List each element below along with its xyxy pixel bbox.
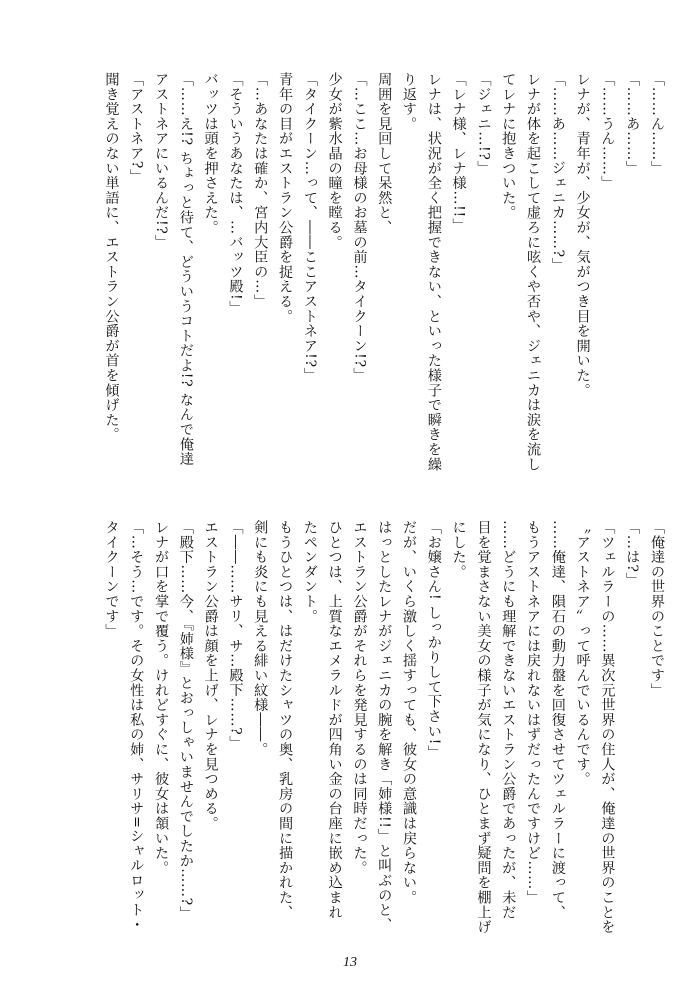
text-line: ひとつは、上質なエメラルドが四角い金の台座に嵌め込まれ: [326, 520, 343, 920]
text-line: 「……え!? ちょっと待て、どういうコトだよ!? なんで俺達: [177, 72, 194, 467]
text-line: 「…ここ…お母様のお墓の前…タイクーン!?」: [351, 72, 368, 383]
text-line: たペンダント。: [301, 520, 318, 624]
text-line: 青年の目がエストラン公爵を捉える。: [277, 72, 294, 324]
text-line: 「タイクーン…って、――ここアストネア!?」: [301, 72, 318, 383]
text-line: 「……あ……ジェニカ……?」: [549, 72, 566, 273]
text-line: てレナに抱きついた。: [500, 72, 517, 220]
text-line: 「レナ様、レナ様…!!」: [450, 72, 467, 233]
text-line: 「俺達の世界のことです」: [649, 520, 665, 698]
text-line: だが、いくら激しく揺すっても、彼女の意識は戻らない。: [401, 520, 418, 905]
text-line: 「ジェニ…!?」: [475, 72, 492, 176]
text-line: タイクーンです」: [103, 520, 120, 639]
text-line: 「お嬢さん! しっかりして下さい!」: [425, 520, 442, 760]
text-line: 「…そう…です。その女性は私の姉、サリサ=シャルロット・: [128, 520, 145, 933]
text-line: 周囲を見回して呆然と、: [376, 72, 393, 235]
text-line: 「ツェルラーの……異次元世界の住人が、俺達の世界のことを: [599, 520, 616, 935]
text-line: 〝アストネア〟って呼んでいるんです。: [574, 520, 591, 787]
text-line: レナが体を起こして虚ろに呟くや否や、ジェニカは涙を流し: [525, 72, 542, 472]
text-line: 「…は?」: [624, 520, 641, 588]
text-line: 「殿下……今、『姉様』とおっしゃいませんでしたか……?」: [177, 520, 194, 921]
text-line: 「アストネア?」: [128, 72, 145, 184]
text-line: 聞き覚えのない単語に、エストラン公爵が首を傾げた。: [103, 72, 120, 442]
text-line: もうひとつは、はだけたシャツの奥、乳房の間に描かれた、: [277, 520, 294, 920]
text-line: 「……ん……」: [649, 72, 665, 176]
text-line: 目を覚まさない美女の様子が気になり、ひとまず疑問を棚上げ: [475, 520, 492, 935]
text-line: 少女が紫水晶の瞳を瞠る。: [326, 72, 343, 250]
text-line: にした。: [450, 520, 467, 580]
text-line: レナは、状況が全く把握できない、といった様子で瞬きを繰: [425, 72, 442, 472]
text-line: 「…あなたは確か、宮内大臣の…」: [252, 72, 269, 309]
text-line: レナが口を掌で覆う。けれどすぐに、彼女は頷いた。: [153, 520, 170, 876]
text-line: ……俺達、隕石の動力盤を回復させてツェルラーに渡って、: [549, 520, 566, 920]
text-line: 剣にも炎にも見える緋い紋様――。: [252, 520, 269, 757]
text-line: エストラン公爵は顔を上げ、レナを見つめる。: [202, 520, 219, 831]
lower-text-block: [99, 520, 669, 935]
text-line: もうアストネアには戻れないはずだったんですけど……」: [525, 520, 542, 905]
text-line: エストラン公爵がそれらを発見するのは同時だった。: [351, 520, 368, 876]
text-line: アストネアにいるんだ!?」: [153, 72, 170, 250]
text-line: 「……あ……」: [624, 72, 641, 176]
text-line: バッツは頭を押さえた。: [202, 72, 219, 235]
upper-text-block: [99, 72, 669, 472]
text-line: り返す。: [401, 72, 418, 132]
text-line: はっとしたレナがジェニカの腕を解き「姉様!!」と叫ぶのと、: [376, 520, 393, 933]
page-number: 13: [343, 955, 357, 970]
text-line: 「――……サリ、サ…殿下……?」: [227, 520, 244, 751]
text-line: ……どうにも理解できないエストラン公爵であったが、未だ: [500, 520, 517, 920]
text-line: 「そういうあなたは、…バッツ殿!」: [227, 72, 244, 316]
text-line: レナが、青年が、少女が、気がつき目を開いた。: [574, 72, 591, 398]
text-line: 「……うん……」: [599, 72, 616, 191]
